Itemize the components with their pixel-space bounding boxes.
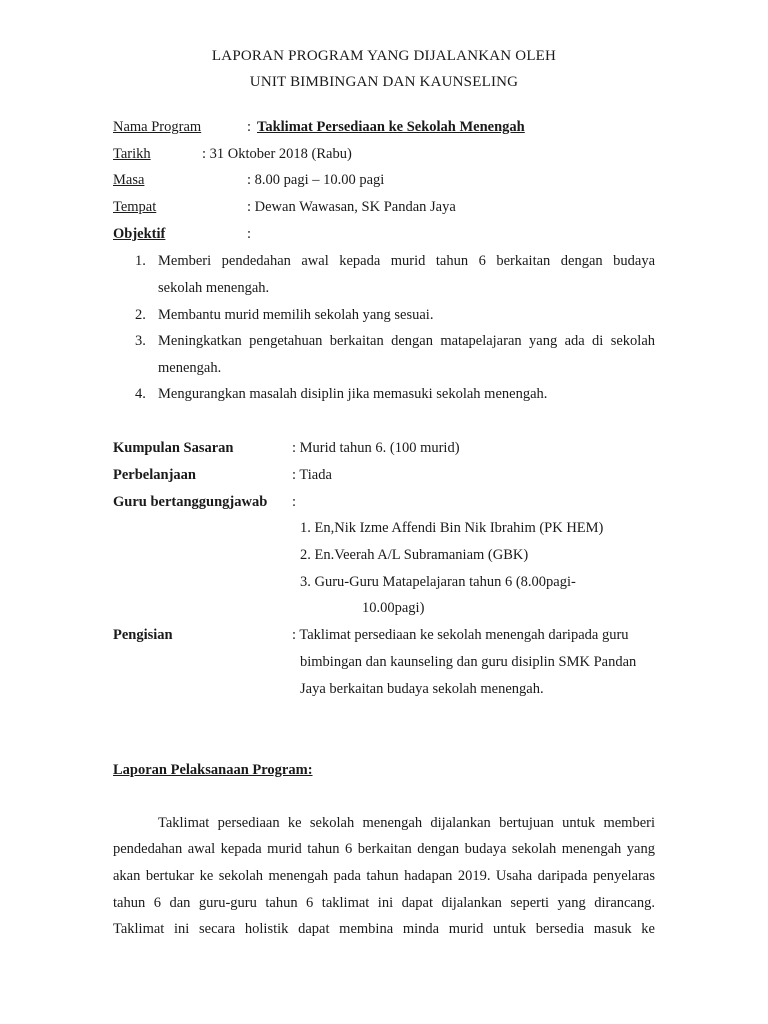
objektif-colon: : — [247, 226, 252, 242]
paragraph-line: Taklimat ini secara holistik dapat membina minda murid untuk bersedia masuk ke — [113, 921, 655, 937]
masa-label: Masa — [113, 172, 145, 188]
objektif-item-text: Membantu murid memilih sekolah yang sesuai. — [158, 307, 434, 323]
guru-item: 2. En.Veerah A/L Subramaniam (GBK) — [300, 547, 529, 563]
pengisian-line: Jaya berkaitan budaya sekolah menengah. — [300, 681, 544, 697]
objektif-num: 4. — [135, 386, 146, 402]
guru-item: 1. En,Nik Izme Affendi Bin Nik Ibrahim (PK HEM) — [300, 520, 604, 536]
objektif-item-text-cont: sekolah menengah. — [158, 280, 270, 296]
nama-program-value: Taklimat Persediaan ke Sekolah Menengah — [257, 119, 525, 135]
objektif-label: Objektif — [113, 226, 166, 242]
masa-value: : 8.00 pagi – 10.00 pagi — [247, 172, 385, 188]
nama-program-label: Nama Program — [113, 119, 202, 135]
tarikh-label: Tarikh — [113, 146, 151, 162]
paragraph-line: akan bertukar ke sekolah menengah pada tahun hadapan 2019. Usaha daripada penyelaras — [113, 868, 655, 884]
tempat-label: Tempat — [113, 199, 157, 215]
guru-colon: : — [292, 494, 297, 510]
objektif-item-text-cont: menengah. — [158, 360, 222, 376]
pengisian-label: Pengisian — [113, 627, 173, 643]
document-title-line1: LAPORAN PROGRAM YANG DIJALANKAN OLEH — [211, 48, 557, 64]
paragraph-line: pendedahan awal kepada murid tahun 6 berkaitan dengan budaya sekolah menengah yang — [113, 841, 655, 857]
nama-program-colon: : — [247, 119, 252, 135]
perbelanjaan-value: : Tiada — [292, 467, 332, 483]
guru-label: Guru bertanggungjawab — [113, 494, 268, 510]
tempat-value: : Dewan Wawasan, SK Pandan Jaya — [247, 199, 456, 215]
laporan-heading: Laporan Pelaksanaan Program: — [113, 762, 313, 778]
document-title-line2: UNIT BIMBINGAN DAN KAUNSELING — [249, 74, 519, 90]
guru-item: 3. Guru-Guru Matapelajaran tahun 6 (8.00pagi- — [300, 574, 576, 590]
paragraph-line: Taklimat persediaan ke sekolah menengah dijalankan bertujuan untuk memberi — [158, 815, 655, 831]
objektif-item-text: Mengurangkan masalah disiplin jika memasuki sekolah menengah. — [158, 386, 548, 402]
kumpulan-sasaran-value: : Murid tahun 6. (100 murid) — [292, 440, 460, 456]
tarikh-value: : 31 Oktober 2018 (Rabu) — [202, 146, 352, 162]
pengisian-line: bimbingan dan kaunseling dan guru disiplin SMK Pandan — [300, 654, 637, 670]
objektif-num: 3. — [135, 333, 146, 349]
pengisian-line: : Taklimat persediaan ke sekolah menengah daripada guru — [292, 627, 629, 643]
kumpulan-sasaran-label: Kumpulan Sasaran — [113, 440, 234, 456]
paragraph-line: tahun 6 dan guru-guru tahun 6 taklimat ini dapat dijalankan seperti yang dirancang. — [113, 895, 655, 911]
objektif-num: 2. — [135, 307, 146, 323]
objektif-num: 1. — [135, 253, 146, 269]
objektif-item-text: Memberi pendedahan awal kepada murid tahun 6 berkaitan dengan budaya — [158, 253, 655, 269]
guru-item-cont: 10.00pagi) — [362, 600, 425, 616]
perbelanjaan-label: Perbelanjaan — [113, 467, 196, 483]
objektif-item-text: Meningkatkan pengetahuan berkaitan dengan matapelajaran yang ada di sekolah — [158, 333, 655, 349]
